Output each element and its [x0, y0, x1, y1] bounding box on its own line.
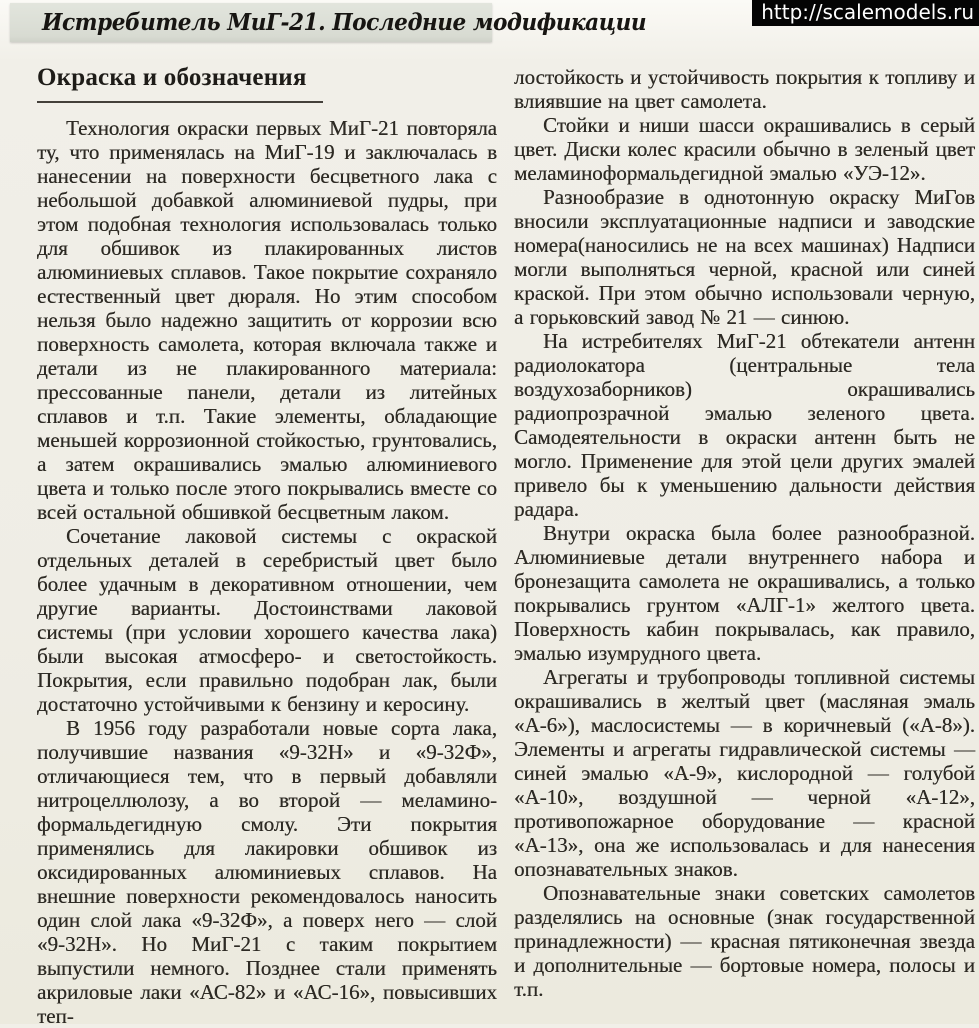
book-title: Истребитель МиГ-21. Последние модификации	[42, 9, 647, 36]
paragraph-stoyki-shassi: Стойки и ниши шасси окрашивались в серый цвет. Диски колес красили обычно в зеленый цвет меламиноформальдегидной эмалью «УЭ-12».	[514, 113, 975, 185]
running-header	[10, 3, 647, 42]
site-url: http://scalemodels.ru	[761, 0, 974, 24]
paragraph-obtekateli-antenn: На истребителях МиГ-21 обтекатели антенн радиолокатора (центральные тела воздухозаборников) окрашивались радиопрозрачной эмалью зеленого цвета. Самодеятельности в окраски антенн быть не могло. Применение для этой цели других эмалей привело бы к уменьшению дальности действия радара.	[514, 329, 975, 521]
section-title: Окраска и обозначения	[37, 64, 323, 103]
paragraph-tech-okraski: Технология окраски первых МиГ-21 повторяла ту, что применялась на МиГ-19 и заключалась в нанесении на поверхности бесцветного лака с небольшой добавкой алюминиевой пудры, при этом подобная технология использовалась только для обшивок из плакированных листов алюминиевых сплавов. Такое покрытие сохраняло естественный цвет дюраля. Но этим способом нельзя было надежно защитить от коррозии всю поверхность самолета, которая включала также и детали из не плакированного материала: прессованные панели, детали из литейных сплавов и т.п. Такие элементы, обладающие меньшей коррозионной стойкостью, грунтовались, а затем окрашивались эмалью алюминиевого цвета и только после этого покрывались вместе со всей остальной обшивкой бесцветным лаком.	[37, 116, 497, 524]
page-content	[37, 60, 975, 1028]
site-watermark-badge	[752, 0, 979, 26]
right-column	[514, 60, 975, 1028]
paragraph-lostoykost-continuation: лостойкость и устойчивость покрытия к топливу и влиявшие на цвет самолета.	[514, 65, 975, 113]
paragraph-agregaty-truboprovody: Агрегаты и трубопроводы топливной системы окрашивались в желтый цвет (масляная эмаль «А-6»), маслосистемы — в коричневый («А-8»). Элементы и агрегаты гидравлической системы — синей эмалью «А-9», кислородной — голубой «А-10», воздушной — черной «А-12», противопожарное оборудование — красной «А-13», она же использовалась и для нанесения опознавательных знаков.	[514, 665, 975, 881]
paragraph-sochetanie-lakovoy: Сочетание лаковой системы с окраской отдельных деталей в серебристый цвет было более удачным в декоративном отношении, чем другие варианты. Достоинствами лаковой системы (при условии хорошего качества лака) были высокая атмосферо- и светостойкость. Покрытия, если правильно подобран лак, были достаточно устойчивыми к бензину и керосину.	[37, 524, 497, 716]
paragraph-novye-sorta-laka: В 1956 году разработали новые сорта лака, получившие названия «9-32Н» и «9-32Ф», отличающиеся тем, что в первый добавляли нитроцеллюлозу, а во второй — меламино-формальдегидную смолу. Эти покрытия применялись для лакировки обшивок из оксидированных алюминиевых сплавов. На внешние поверхности рекомендовалось наносить один слой лака «9-32Ф», а поверх него — слой «9-32Н». Но МиГ-21 с таким покрытием выпустили немного. Позднее стали применять акриловые лаки «АС-82» и «АС-16», повысивших теп-	[37, 716, 497, 1028]
paragraph-vnutri-okraska: Внутри окраска была более разнообразной. Алюминиевые детали внутреннего набора и бронезащита самолета не окрашивались, а только покрывались грунтом «АЛГ-1» желтого цвета. Поверхность кабин покрывалась, как правило, эмалью изумрудного цвета.	[514, 521, 975, 665]
paragraph-opoznavatelnye-znaki: Опознавательные знаки советских самолетов разделялись на основные (знак государственной принадлежности) — красная пятиконечная звезда и дополнительные — бортовые номера, полосы и т.п.	[514, 881, 975, 1001]
paragraph-nadpisi-nomera: Разнообразие в однотонную окраску МиГов вносили эксплуатационные надписи и заводские номера(наносились не на всех машинах) Надписи могли выполняться черной, красной или синей краской. При этом обычно использовали черную, а горьковский завод № 21 — синюю.	[514, 185, 975, 329]
left-column	[37, 60, 497, 1028]
